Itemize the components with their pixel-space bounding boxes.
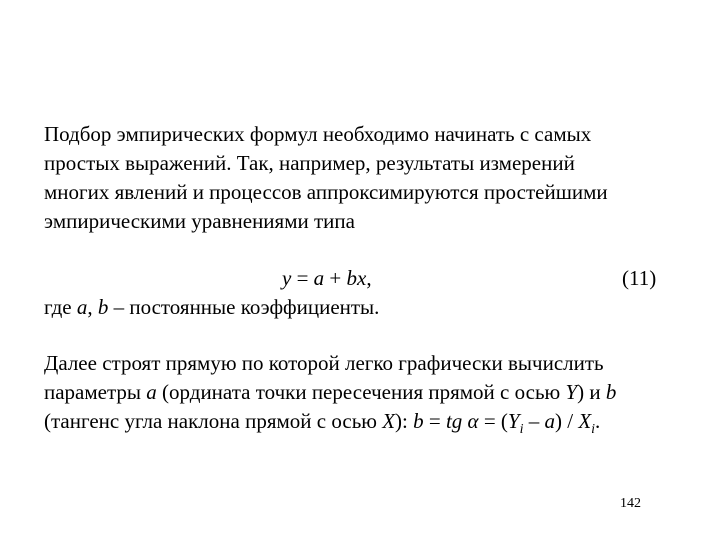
plus-sign: + xyxy=(324,266,347,290)
var-a: a xyxy=(146,380,157,404)
var-y: Y xyxy=(565,380,578,404)
details-line: Далее строят прямую по которой легко графически вычислить xyxy=(44,351,604,375)
text: = ( xyxy=(478,409,508,433)
var-a: a xyxy=(76,295,88,319)
var-a: a xyxy=(313,266,325,290)
page-number: 142 xyxy=(620,496,641,511)
text: . xyxy=(595,409,601,433)
var-bx: bx xyxy=(346,266,367,290)
equation-row xyxy=(44,264,684,293)
where-paragraph xyxy=(44,293,704,322)
text: (ордината точки пересечения прямой с осью xyxy=(156,380,566,404)
comma: , xyxy=(366,266,372,290)
intro-line: многих явлений и процессов аппроксимируются простейшими xyxy=(44,180,608,204)
var-x: X xyxy=(382,409,396,433)
subscript-i: i xyxy=(591,422,596,438)
text: – xyxy=(523,409,545,433)
details-line xyxy=(44,378,704,407)
text: = xyxy=(423,409,446,433)
equation-formula xyxy=(282,264,372,293)
var-b: b xyxy=(97,295,109,319)
where-prefix: где xyxy=(44,295,77,319)
intro-line: простых выражений. Так, например, результаты измерений xyxy=(44,151,575,175)
text: параметры xyxy=(44,380,147,404)
text: ) / xyxy=(555,409,579,433)
text: ) и xyxy=(577,380,606,404)
var-X: X xyxy=(578,409,592,433)
where-suffix: – постоянные коэффициенты. xyxy=(108,295,380,319)
var-y: y xyxy=(282,266,292,290)
tg-alpha: tg α xyxy=(445,409,479,433)
text: (тангенс угла наклона прямой с осью xyxy=(44,409,383,433)
details-paragraph xyxy=(44,349,704,436)
intro-paragraph xyxy=(44,120,704,236)
var-b: b xyxy=(605,380,617,404)
var-Y: Y xyxy=(507,409,520,433)
intro-line: Подбор эмпирических формул необходимо начинать с самых xyxy=(44,122,592,146)
where-line xyxy=(44,293,704,322)
text: ): xyxy=(395,409,414,433)
var-b: b xyxy=(413,409,424,433)
intro-line: эмпирическими уравнениями типа xyxy=(44,209,355,233)
subscript-i: i xyxy=(519,422,524,438)
equals-sign: = xyxy=(291,266,314,290)
var-a: a xyxy=(544,409,555,433)
where-sep: , xyxy=(87,295,98,319)
details-line xyxy=(44,407,704,436)
equation-number: (11) xyxy=(622,266,657,290)
